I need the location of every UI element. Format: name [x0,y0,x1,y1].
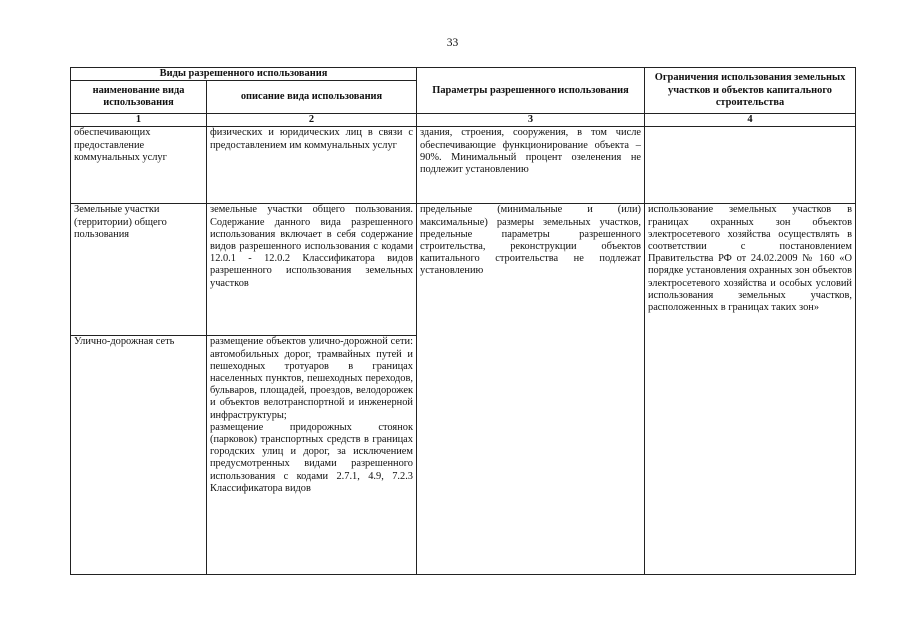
use-name-cell: Земельные участки (территории) общего пользования [71,204,207,336]
column-number-1: 1 [71,114,207,127]
header-use-name: наименование вида использования [71,81,207,114]
description-paragraph: размещение объектов улично-дорожной сети: автомобильных дорог, трамвайных путей и пешеходных тротуаров в границах населенных пунктов, пешеходных переходов, бульваров, площадей, проездов, велодорожек и объектов велотранспортной и инженерной инфраструктуры; [210,336,413,421]
use-name-cell: Улично-дорожная сеть [71,336,207,575]
use-name-cell: обеспечивающих предоставление коммунальных услуг [71,127,207,204]
table-row [71,127,856,204]
column-number-4: 4 [645,114,856,127]
column-number-2: 2 [207,114,417,127]
header-group-title: Виды разрешенного использования [71,68,417,81]
zoning-table [70,67,856,575]
table-row [71,204,856,336]
page-number: 33 [446,37,459,49]
use-description-cell [207,336,417,575]
column-number-3: 3 [417,114,645,127]
description-paragraph: размещение придорожных стоянок (парковок) транспортных средств в границах городских улиц и дорог, за исключением предусмотренных видами разрешенного использования с кодами 2.7.1, 4.9, 7.2.3 Классификатора видов [210,421,413,494]
use-description-cell: физических и юридических лиц в связи с предоставлением им коммунальных услуг [207,127,417,204]
header-restrictions: Ограничения использования земельных участков и объектов капитального строительства [645,68,856,114]
header-use-description: описание вида использования [207,81,417,114]
header-parameters: Параметры разрешенного использования [417,68,645,114]
parameters-cell: здания, строения, сооружения, в том числе обеспечивающие функционирование объекта – 90%. Минимальный процент озеленения не подлежит установлению [417,127,645,204]
parameters-cell: предельные (минимальные и (или) максимальные) размеры земельных участков, предельные параметры разрешенного строительства, реконструкции объектов капитального строительства не подлежат установлению [417,204,645,575]
use-description-cell: земельные участки общего пользования. Содержание данного вида разрешенного использования включает в себя содержание видов разрешенного использования с кодами 12.0.1 - 12.0.2 Классификатора видов разрешенного использования земельных участков [207,204,417,336]
restrictions-cell [645,127,856,204]
restrictions-cell: использование земельных участков в границах охранных зон объектов электросетевого хозяйства осуществлять в соответствии с постановлением Правительства РФ от 24.02.2009 № 160 «О порядке установления охранных зон объектов электросетевого хозяйства и особых условий использования земельных участков, расположенных в границах таких зон» [645,204,856,575]
